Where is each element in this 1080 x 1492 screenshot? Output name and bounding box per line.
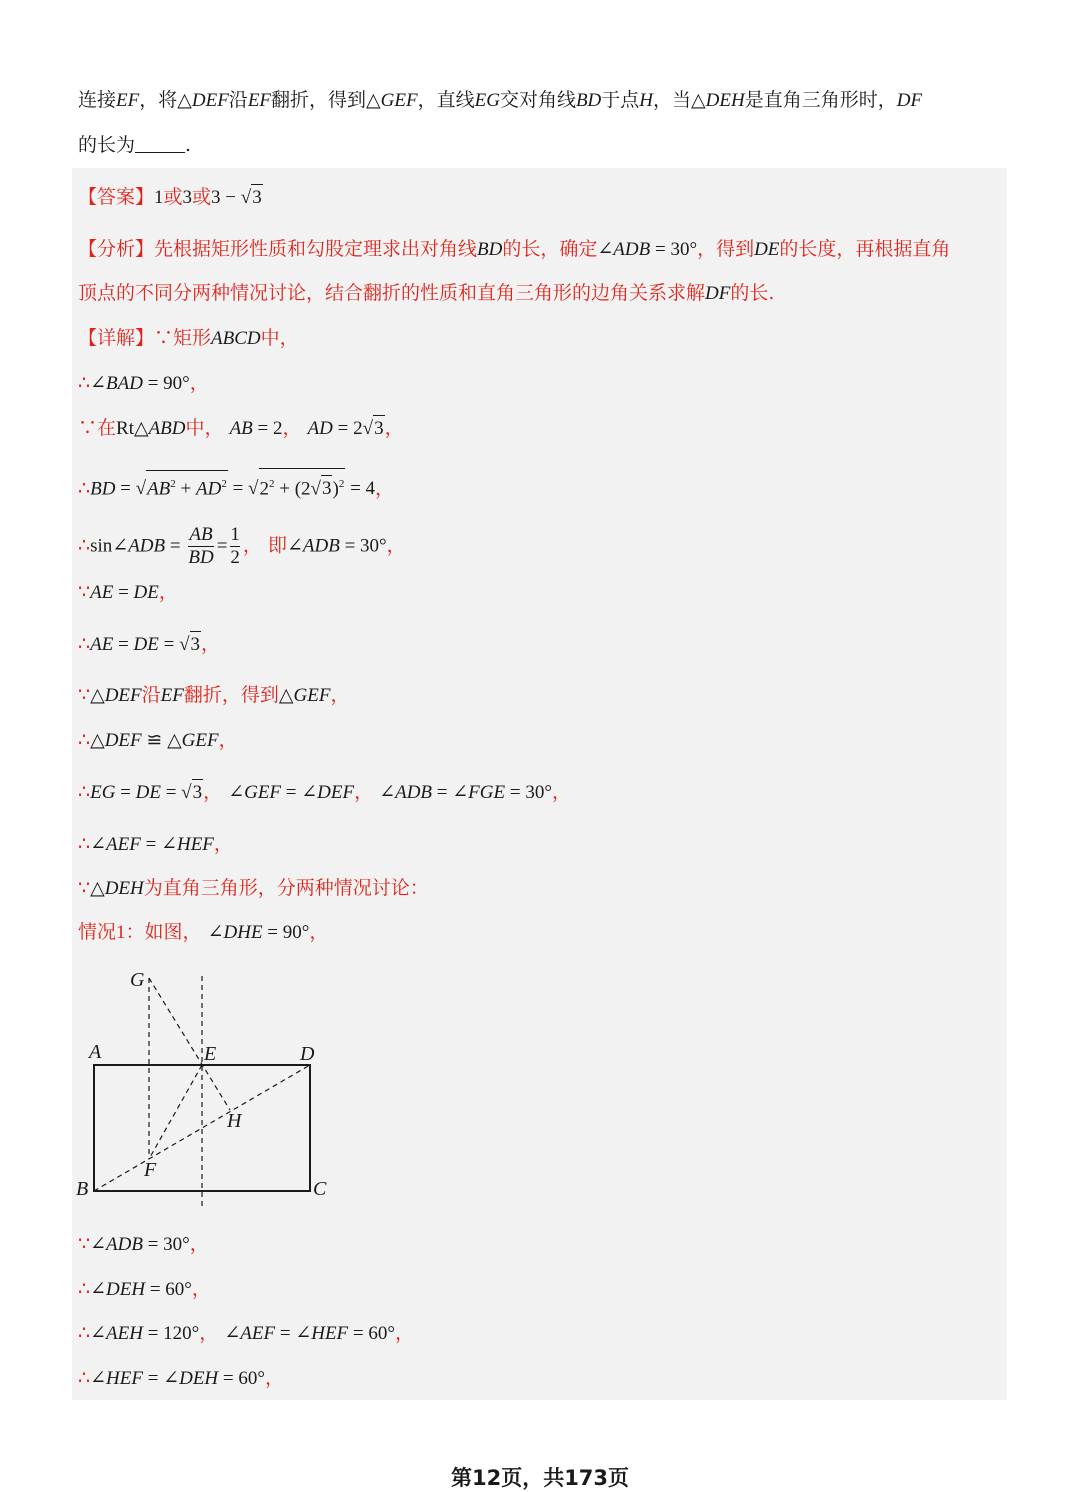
step-10: ∴∠AEF = ∠HEF，: [78, 833, 233, 855]
label-e: E: [204, 1043, 217, 1065]
analysis-line-1: 【分析】先根据矩形性质和勾股定理求出对角线BD的长，确定∠ADB = 30°，得到DE的长度，再根据直角: [78, 238, 951, 260]
label-h: H: [227, 1110, 242, 1132]
after-step-1: ∵∠ADB = 30°，: [78, 1233, 209, 1255]
label-b: B: [76, 1178, 89, 1200]
fraction-ab-bd: $\frac{AB}{BD}$: [188, 524, 214, 568]
fraction-one-half: $\frac{1}{2}$: [230, 524, 240, 568]
step-8: ∴△DEF ≌ △GEF，: [78, 729, 238, 751]
step-7: ∵△DEF沿EF翻折，得到△GEF，: [78, 684, 350, 706]
segment-gh: [149, 978, 230, 1110]
step-3: ∴BD = $√AB^2 + AD^2 = √2^2 + (2√3)^2 = 4$，: [78, 468, 394, 502]
answer-line: 【答案】1或3或3 − √3: [78, 184, 263, 211]
answer-blank: [135, 134, 185, 153]
after-step-4: ∴∠HEF = ∠DEH = 60°，: [78, 1367, 284, 1389]
geometry-figure: [70, 960, 350, 1220]
answer-tag: 【答案】: [78, 186, 155, 208]
diagonal-bd: [94, 1065, 310, 1191]
step-4: ∴sin∠ADB = $\frac{AB}{BD}$ = $\frac{1}{2}$ ， 即∠ADB = 30°，: [78, 524, 406, 568]
step-6: ∴AE = DE = √3，: [78, 631, 220, 658]
after-step-2: ∴∠DEH = 60°，: [78, 1278, 211, 1300]
step-12: 情况1：如图， ∠DHE = 90°，: [78, 921, 329, 943]
label-g: G: [130, 969, 145, 991]
step-1: ∴∠BAD = 90°，: [78, 372, 209, 394]
label-c: C: [313, 1178, 327, 1200]
step-9: ∴EG = DE = √3， ∠GEF = ∠DEF， ∠ADB = ∠FGE = 30°，: [78, 779, 571, 806]
question-line-2: 的长为 .: [78, 134, 192, 156]
step-5: ∵AE = DE，: [78, 581, 178, 603]
step-11: ∵△DEH为直角三角形，分两种情况讨论：: [78, 877, 429, 899]
label-a: A: [89, 1041, 102, 1063]
analysis-line-2: 顶点的不同分两种情况讨论，结合翻折的性质和直角三角形的边角关系求解DF的长.: [78, 282, 775, 304]
after-step-3: ∴∠AEH = 120°， ∠AEF = ∠HEF = 60°，: [78, 1322, 415, 1344]
step-2: ∵在Rt△ABD中， AB = 2， AD = 2√3，: [78, 415, 404, 442]
label-d: D: [300, 1043, 315, 1065]
question-line-1: 连接EF，将△DEF沿EF翻折，得到△GEF，直线EG交对角线BD于点H，当△DEH是直角三角形时，DF: [78, 89, 923, 111]
label-f: F: [144, 1159, 157, 1181]
page-footer: 第12页，共173页: [450, 1466, 630, 1490]
segment-ef: [149, 1065, 202, 1159]
detail-line-1: 【详解】∵矩形ABCD中，: [78, 327, 299, 349]
